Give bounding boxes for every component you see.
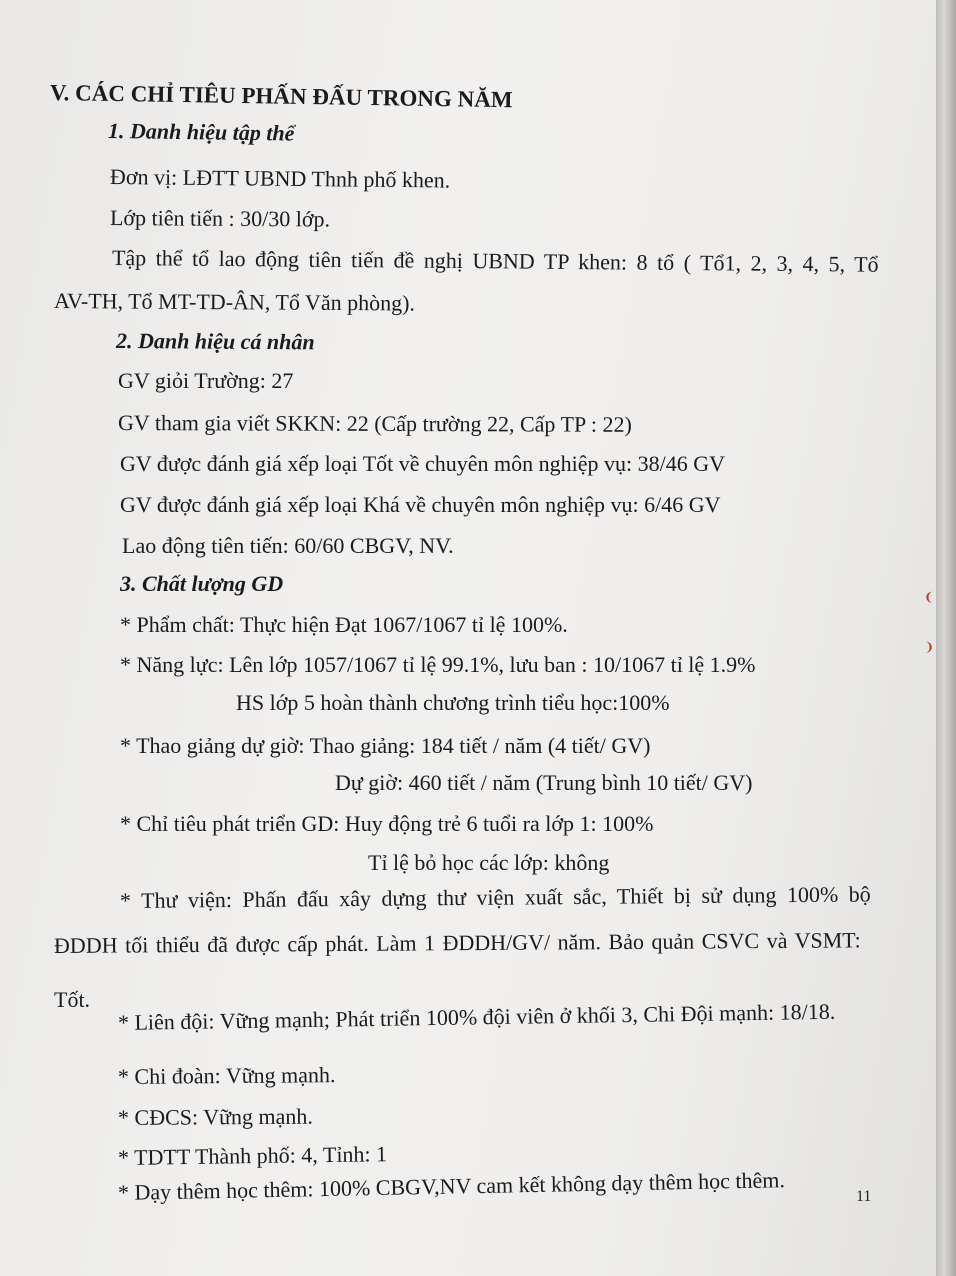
bleed-through-mark: ❨ (923, 590, 934, 604)
text-line: Đơn vị: LĐTT UBND Thnh phố khen. (109, 164, 451, 193)
text-line: * Chi đoàn: Vững mạnh. (117, 1062, 336, 1089)
quality-heading: 3. Chất lượng GD (120, 571, 284, 596)
text-line: Tỉ lệ bỏ học các lớp: không (368, 850, 610, 875)
text-line: * CĐCS: Vững mạnh. (117, 1103, 313, 1130)
text-line: * Dạy thêm học thêm: 100% CBGV,NV cam kết không dạy thêm học thêm. (117, 1167, 786, 1205)
text-line: * TDTT Thành phố: 4, Tỉnh: 1 (117, 1141, 388, 1170)
text-line: * Thư viện: Phấn đấu xây dựng thư viện xuất sắc, Thiết bị sử dụng 100% bộ (119, 881, 871, 913)
text-line: * Thao giảng dự giờ: Thao giảng: 184 tiết / năm (4 tiết/ GV) (120, 733, 651, 758)
text-line: GV được đánh giá xếp loại Tốt về chuyên môn nghiệp vụ: 38/46 GV (120, 451, 726, 476)
text-line: GV được đánh giá xếp loại Khá về chuyên môn nghiệp vụ: 6/46 GV (120, 492, 721, 517)
bleed-through-mark: ❩ (923, 640, 934, 654)
section-title: V. CÁC CHỈ TIÊU PHẤN ĐẤU TRONG NĂM (49, 80, 513, 113)
text-line: AV-TH, Tổ MT-TD-ÂN, Tổ Văn phòng). (53, 288, 416, 316)
text-line: ĐDDH tối thiểu đã được cấp phát. Làm 1 ĐDDH/GV/ năm. Bảo quản CSVC và VSMT: (53, 927, 861, 958)
text-line: Tốt. (54, 987, 91, 1012)
text-line: Lao động tiên tiến: 60/60 CBGV, NV. (122, 533, 454, 558)
text-line: Dự giờ: 460 tiết / năm (Trung bình 10 tiết/ GV) (335, 770, 753, 795)
text-line: GV tham gia viết SKKN: 22 (Cấp trường 22, Cấp TP : 22) (117, 410, 632, 437)
text-line: * Phẩm chất: Thực hiện Đạt 1067/1067 tỉ lệ 100%. (120, 612, 568, 637)
text-line: GV giỏi Trường: 27 (118, 368, 294, 393)
text-line: HS lớp 5 hoàn thành chương trình tiểu học:100% (236, 690, 670, 715)
text-line: Tập thể tổ lao động tiên tiến đề nghị UBND TP khen: 8 tổ ( Tổ1, 2, 3, 4, 5, Tổ (111, 245, 879, 277)
page-number: 11 (856, 1188, 872, 1205)
group-award-heading: 1. Danh hiệu tập thể (107, 118, 295, 146)
individual-award-heading: 2. Danh hiệu cá nhân (115, 328, 315, 355)
text-line: * Chỉ tiêu phát triển GD: Huy động trẻ 6 tuổi ra lớp 1: 100% (120, 811, 654, 836)
text-line: * Năng lực: Lên lớp 1057/1067 tỉ lệ 99.1%, lưu ban : 10/1067 tỉ lệ 1.9% (120, 652, 756, 677)
text-line: Lớp tiên tiến : 30/30 lớp. (109, 205, 331, 232)
text-line: * Liên đội: Vững mạnh; Phát triển 100% đội viên ở khối 3, Chi Đội mạnh: 18/18. (117, 998, 836, 1035)
page-edge-shadow (936, 0, 956, 1276)
